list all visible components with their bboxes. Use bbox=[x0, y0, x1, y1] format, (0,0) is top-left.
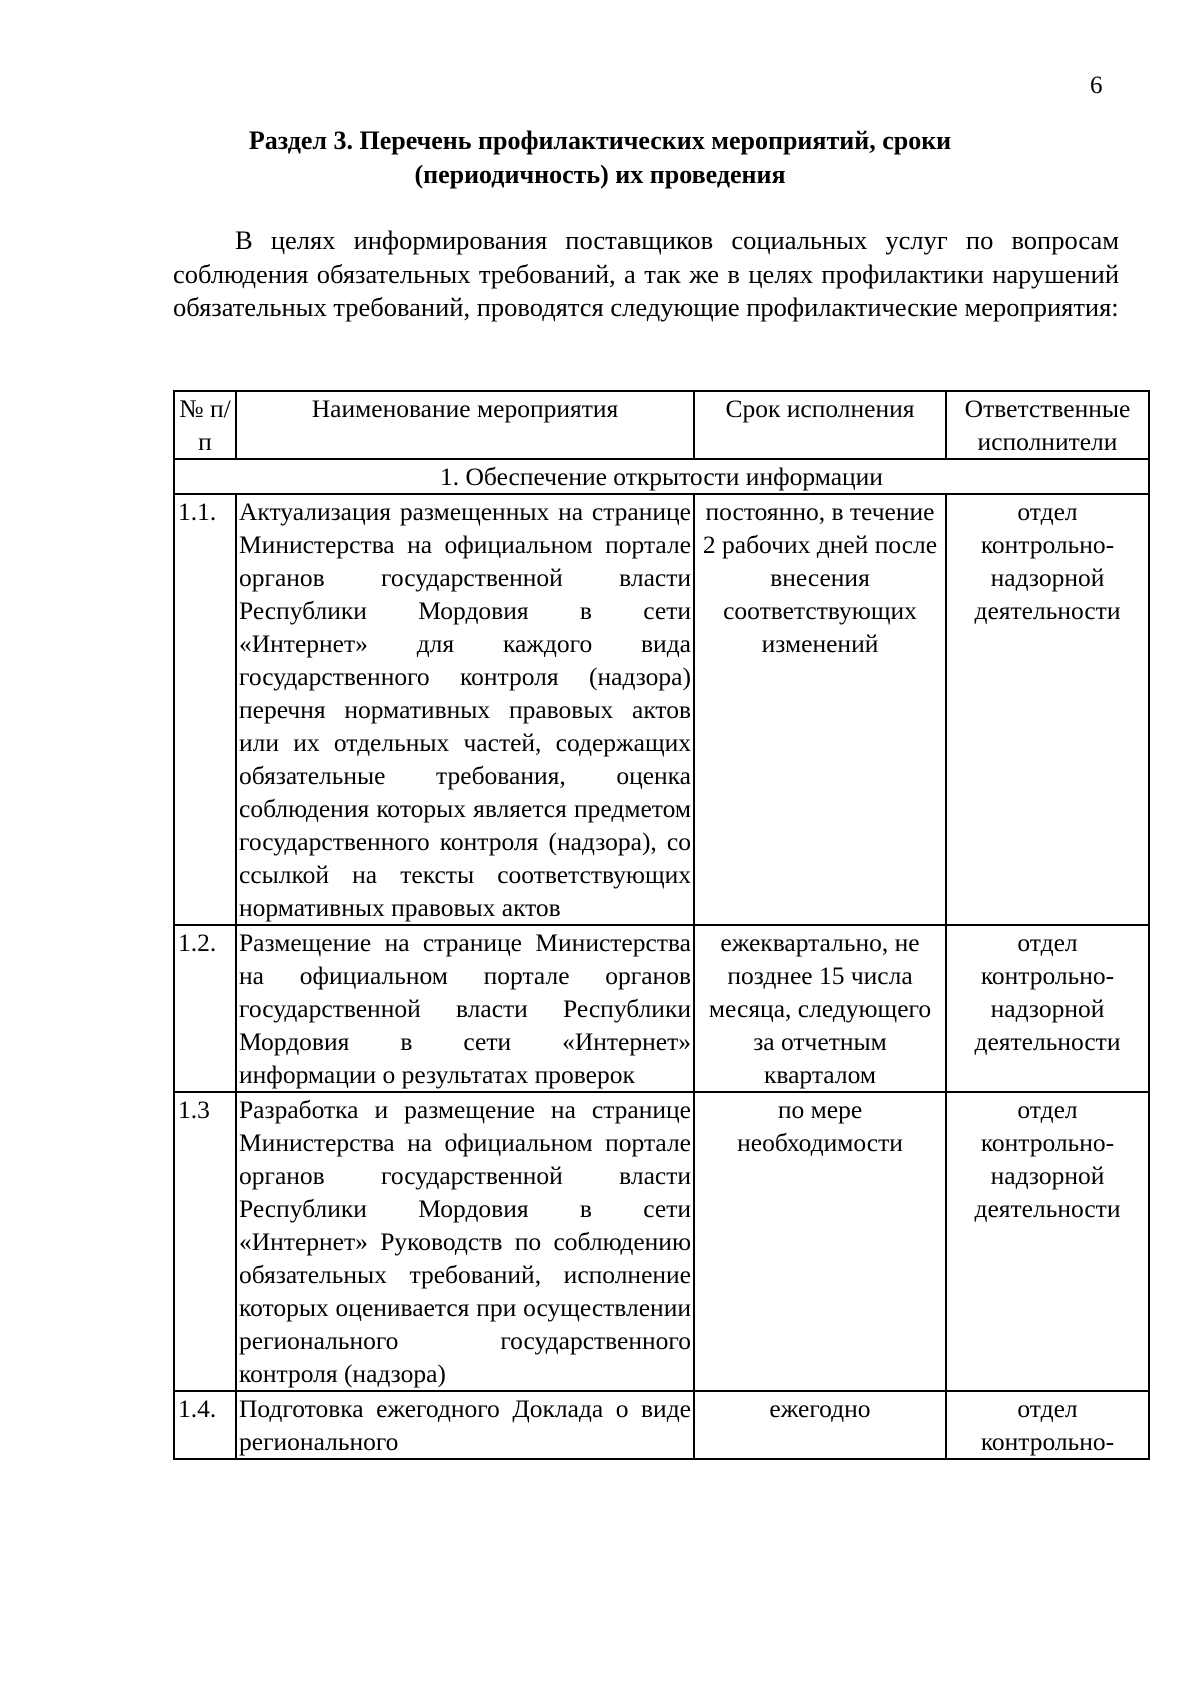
page-number: 6 bbox=[1090, 72, 1103, 99]
header-responsible: Ответственные исполнители bbox=[946, 391, 1149, 459]
section-title-line-2: (периодичность) их проведения bbox=[414, 160, 786, 189]
header-term: Срок исполнения bbox=[694, 391, 946, 459]
row-term: по мере необходимости bbox=[694, 1092, 946, 1391]
row-term: постоянно, в течение 2 рабочих дней после внесения соответствующих изменений bbox=[694, 494, 946, 925]
row-measure-name: Разработка и размещение на странице Министерства на официальном портале органов государственной власти Республики Мордовия в сети «Интернет» Руководств по соблюдению обязательных требований, исполнение которых оценивается при осуществлении регионального государственного контроля (надзора) bbox=[236, 1092, 694, 1391]
row-responsible: отдел контрольно- bbox=[946, 1391, 1149, 1459]
measures-table bbox=[173, 390, 1150, 1460]
section-title-line-1: Раздел 3. Перечень профилактических мероприятий, сроки bbox=[248, 126, 952, 155]
section-title bbox=[160, 124, 1040, 192]
row-term: ежеквартально, не позднее 15 числа месяца, следующего за отчетным кварталом bbox=[694, 925, 946, 1092]
table-row bbox=[174, 494, 1149, 925]
row-measure-name: Актуализация размещенных на странице Министерства на официальном портале органов государственной власти Республики Мордовия в сети «Интернет» для каждого вида государственного контроля (надзора) перечня нормативных правовых актов или их отдельных частей, содержащих обязательные требования, оценка соблюдения которых является предметом государственного контроля (надзора), со ссылкой на тексты соответствующих нормативных правовых актов bbox=[236, 494, 694, 925]
table-row bbox=[174, 1092, 1149, 1391]
header-name: Наименование мероприятия bbox=[236, 391, 694, 459]
row-measure-name: Размещение на странице Министерства на официальном портале органов государственной власти Республики Мордовия в сети «Интернет» информации о результатах проверок bbox=[236, 925, 694, 1092]
table-row bbox=[174, 925, 1149, 1092]
table-header-row bbox=[174, 391, 1149, 459]
table-section-title: 1. Обеспечение открытости информации bbox=[174, 459, 1149, 494]
row-number: 1.1. bbox=[174, 494, 236, 925]
row-measure-name: Подготовка ежегодного Доклада о виде регионального bbox=[236, 1391, 694, 1459]
row-term: ежегодно bbox=[694, 1391, 946, 1459]
row-number: 1.3 bbox=[174, 1092, 236, 1391]
table-section-row bbox=[174, 459, 1149, 494]
row-responsible: отдел контрольно-надзорной деятельности bbox=[946, 1092, 1149, 1391]
row-responsible: отдел контрольно-надзорной деятельности bbox=[946, 494, 1149, 925]
row-responsible: отдел контрольно-надзорной деятельности bbox=[946, 925, 1149, 1092]
table-row bbox=[174, 1391, 1149, 1459]
row-number: 1.4. bbox=[174, 1391, 236, 1459]
row-number: 1.2. bbox=[174, 925, 236, 1092]
intro-paragraph: В целях информирования поставщиков социальных услуг по вопросам соблюдения обязательных требований, а так же в целях профилактики нарушений обязательных требований, проводятся следующие профилактические мероприятия: bbox=[173, 225, 1119, 322]
header-num: № п/п bbox=[174, 391, 236, 459]
